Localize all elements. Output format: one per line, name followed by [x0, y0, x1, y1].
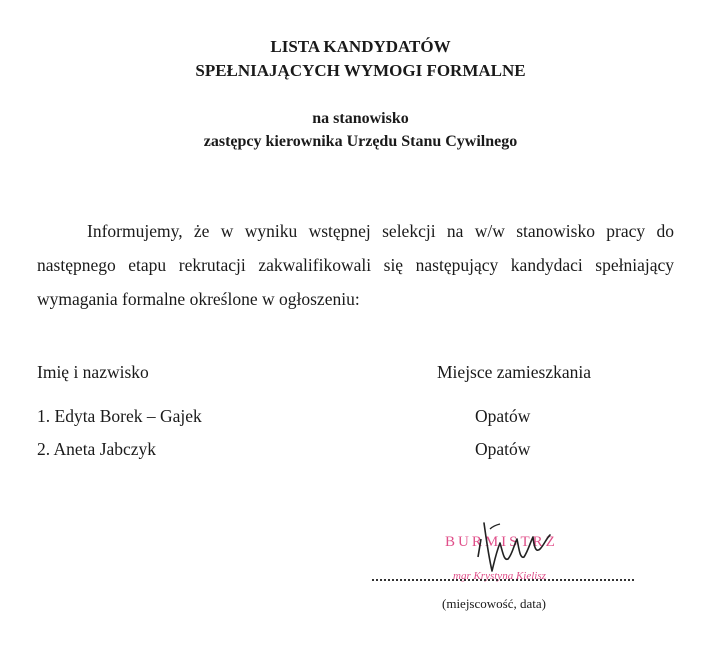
stamp-title: BURMISTRZ — [445, 534, 558, 550]
document-title-line1: LISTA KANDYDATÓW — [270, 37, 451, 56]
candidate-name: 1. Edyta Borek – Gajek — [37, 406, 202, 426]
intro-paragraph: Informujemy, że w wyniku wstępnej selekcji na w/w stanowisko pracy do następnego etapu rekrutacji zakwalifikowali się następujący kandydaci spełniający wymagania formalne określone w ogłoszeniu: — [37, 221, 674, 309]
document-subtitle-line1: na stanowisko — [312, 110, 409, 127]
candidate-place: Opatów — [475, 439, 531, 459]
signature-line — [372, 579, 634, 581]
document-subtitle-line2: zastępcy kierownika Urzędu Stanu Cywilnego — [203, 133, 518, 150]
candidate-name: 2. Aneta Jabczyk — [37, 439, 157, 459]
stamp-name: mgr Krystyna Kielisz — [453, 570, 546, 582]
column-header-name: Imię i nazwisko — [37, 362, 149, 382]
signature-caption: (miejscowość, data) — [442, 596, 546, 611]
column-header-place: Miejsce zamieszkania — [437, 362, 592, 382]
candidate-place: Opatów — [475, 406, 531, 426]
signature-icon — [470, 519, 565, 579]
document-title-line2: SPEŁNIAJĄCYCH WYMOGI FORMALNE — [195, 61, 526, 80]
